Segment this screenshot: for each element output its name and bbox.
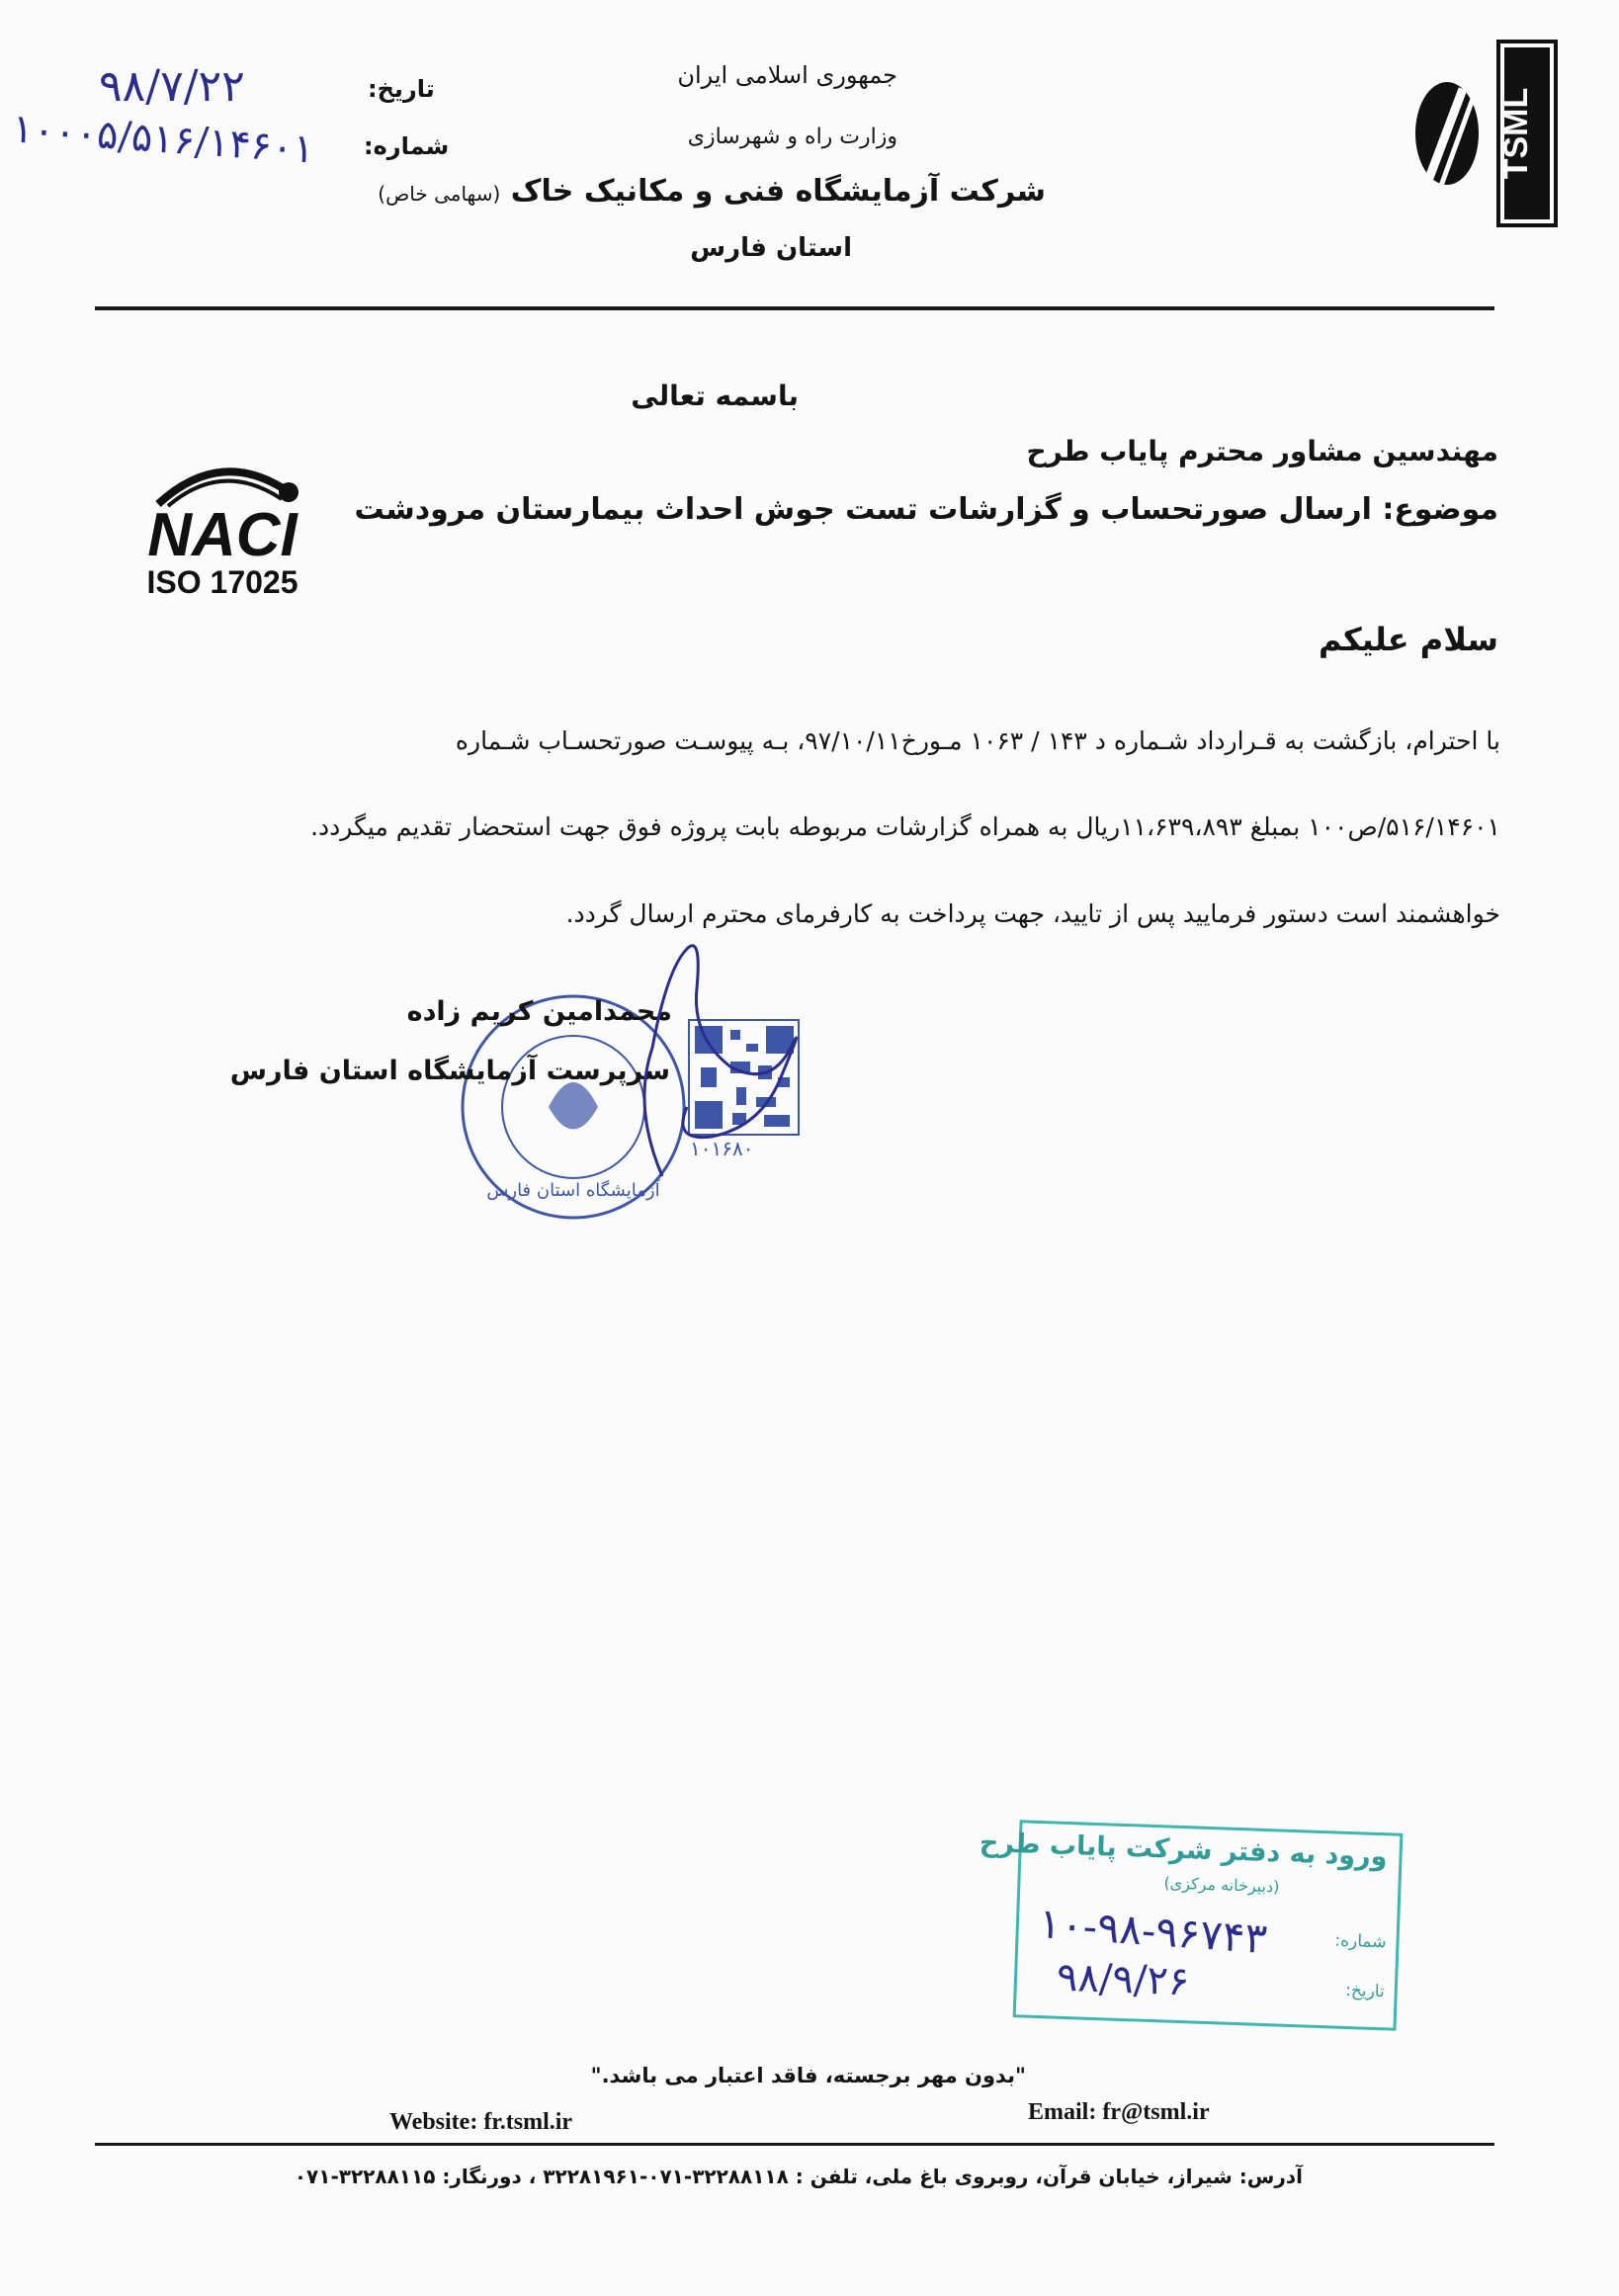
received-date-value: ۹۸/۹/۲۶ [1056, 1954, 1191, 2005]
header-republic: جمهوری اسلامی ایران [677, 61, 897, 89]
header-company [378, 174, 1046, 209]
paragraph-line: ۵۱۶/۱۴۶۰۱/ص۱۰۰ بمبلغ ۱۱،۶۳۹،۸۹۳ریال به همراه گزارشات مربوطه بابت پروژه فوق جهت استحضار تقدیم میگردد. [310, 812, 1500, 841]
paragraph-line: با احترام، بازگشت به قـرارداد شـماره د ۱۴۳ / ۱۰۶۳ مـورخ۹۷/۱۰/۱۱، بـه پیوسـت صورتحسـاب شـماره [455, 726, 1500, 755]
footer-divider [95, 2143, 1494, 2146]
received-number-value: ۱۰-۹۸-۹۶۷۴۳ [1037, 1899, 1269, 1964]
received-stamp-title: ورود به دفتر شرکت پایاب طرح [979, 1827, 1389, 1873]
stamp-text: آزمایشگاه استان فارس [486, 1180, 660, 1201]
header-ministry: وزارت راه و شهرسازی [687, 125, 897, 149]
company-name: شرکت آزمایشگاه فنی و مکانیک خاک [510, 174, 1046, 209]
header-divider [95, 306, 1494, 310]
tsml-logo [1411, 40, 1560, 227]
paragraph-line: خواهشمند است دستور فرمایید پس از تایید، جهت پرداخت به کارفرمای محترم ارسال گردد. [565, 899, 1500, 928]
header-province: استان فارس [690, 233, 852, 263]
company-type: (سهامی خاص) [378, 182, 501, 206]
received-stamp-subtitle: (دبیرخانه مرکزی) [1163, 1873, 1280, 1897]
signer-title: سرپرست آزمایشگاه استان فارس [229, 1056, 670, 1086]
subject: موضوع: ارسال صورتحساب و گزارشات تست جوش احداث بیمارستان مرودشت [354, 492, 1498, 527]
email-link[interactable]: Email: fr@tsml.ir [1028, 2099, 1210, 2125]
basmala: باسمه تعالی [631, 380, 799, 412]
handwritten-date: ۹۸/۷/۲۲ [99, 61, 245, 112]
validity-note: "بدون مهر برجسته، فاقد اعتبار می باشد." [590, 2064, 1026, 2087]
naci-iso-logo [128, 445, 316, 603]
website-link[interactable]: Website: fr.tsml.ir [389, 2109, 573, 2135]
received-number-label: شماره: [1334, 1930, 1387, 1953]
greeting: سلام علیکم [1318, 621, 1498, 658]
qr-number: ۱۰۱۶۸۰ [690, 1137, 754, 1160]
number-label: شماره: [364, 132, 450, 160]
handwritten-number: ۱۰۰۰۵/۵۱۶/۱۴۶۰۱ [10, 106, 316, 173]
handwritten-signature [593, 929, 830, 1186]
tsml-logo-text: TSML [1497, 87, 1535, 180]
naci-brand: NACI [147, 501, 298, 569]
recipient: مهندسین مشاور محترم پایاب طرح [1026, 435, 1498, 468]
naci-standard: ISO 17025 [146, 564, 298, 600]
received-date-label: تاریخ: [1344, 1980, 1386, 2002]
date-label: تاریخ: [368, 75, 435, 103]
signer-name: محمدامین کریم زاده [406, 996, 672, 1027]
footer-address: آدرس: شیراز، خیابان قرآن، روبروی باغ ملی، تلفن : ۳۲۲۸۸۱۱۸-۰۷۱-۳۲۲۸۱۹۶۱ ، دورنگار: ۳۲۲۸۸۱۱۵-۰۷۱ [294, 2165, 1303, 2188]
received-stamp [979, 1820, 1404, 2030]
